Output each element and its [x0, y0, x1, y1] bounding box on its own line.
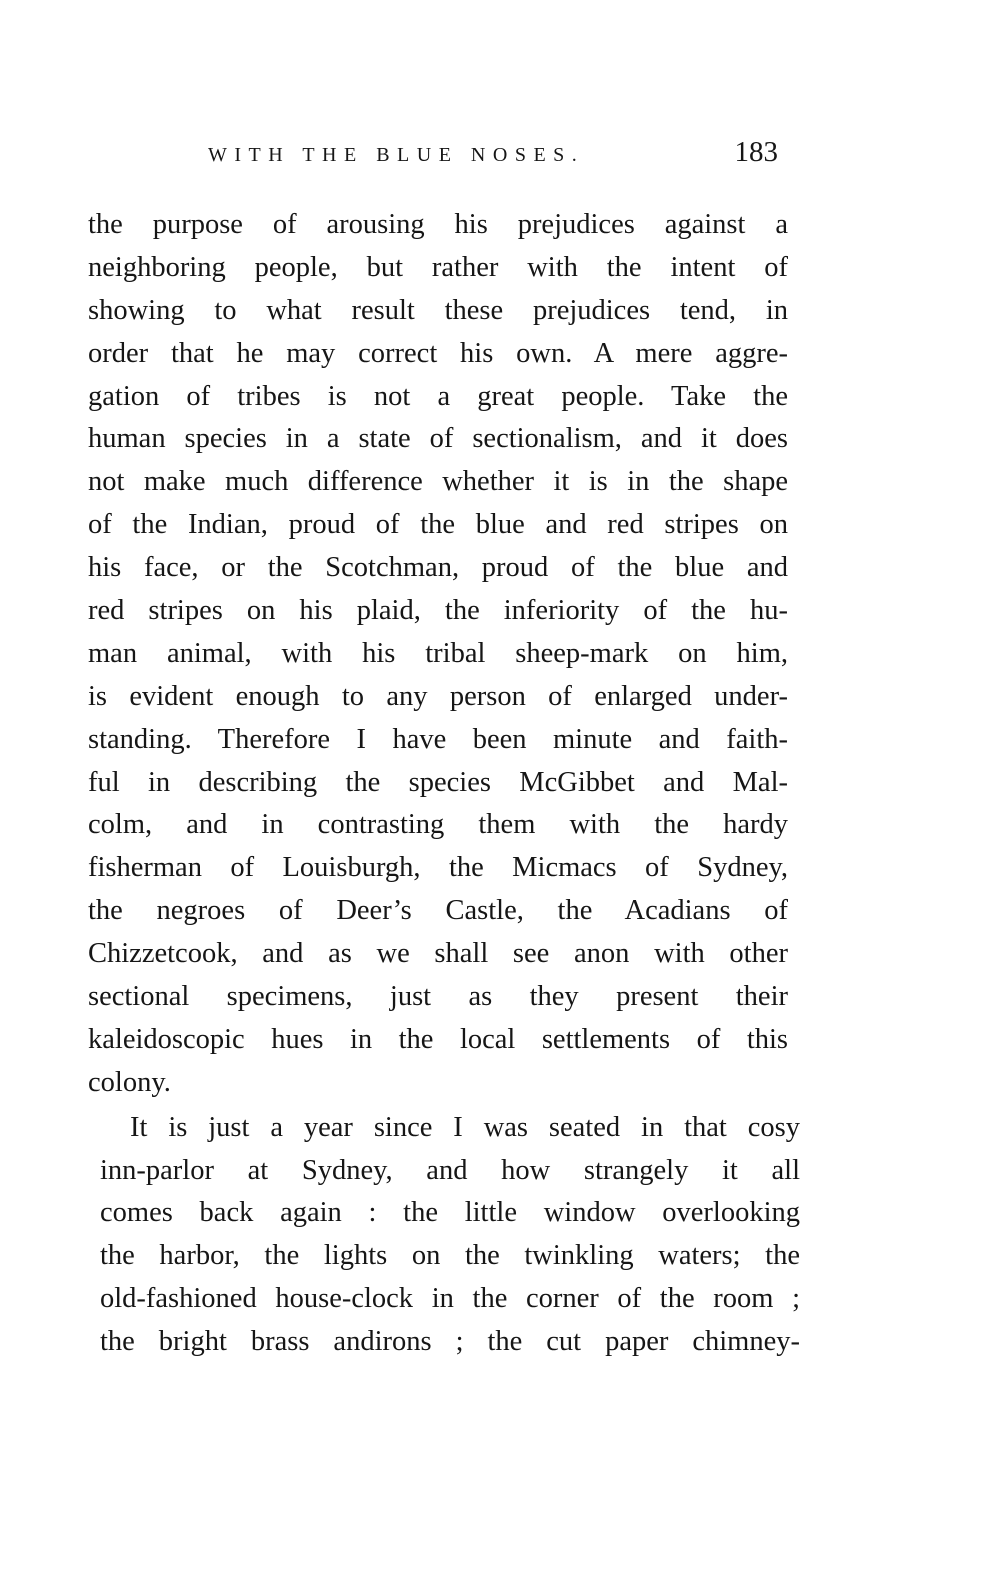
text-line: the purpose of arousing his prejudices against a — [88, 209, 788, 240]
text-line: inn-parlor at Sydney, and how strangely it all — [100, 1154, 800, 1186]
text-line: sectional specimens, just as they present their — [88, 981, 788, 1013]
text-line: standing. Therefore I have been minute and faith- — [88, 723, 788, 755]
text-line: neighboring people, but rather with the intent of — [88, 251, 788, 283]
paragraph-1 — [88, 204, 788, 1105]
text-line: fisherman of Louisburgh, the Micmacs of Sydney, — [88, 852, 788, 884]
text-line: Chizzetcook, and as we shall see anon with other — [88, 938, 788, 970]
text-line: old-fashioned house-clock in the corner of the room ; — [100, 1283, 800, 1315]
text-line: order that he may correct his own. A mere aggre- — [88, 337, 788, 369]
text-line: kaleidoscopic hues in the local settlements of this — [88, 1023, 788, 1055]
text-line: the bright brass andirons ; the cut paper chimney- — [100, 1326, 800, 1358]
text-line: the harbor, the lights on the twinkling waters; the — [100, 1240, 800, 1272]
text-line: man animal, with his tribal sheep-mark on him, — [88, 637, 788, 669]
text-line: ful in describing the species McGibbet and Mal- — [88, 766, 788, 798]
page-number: 183 — [734, 136, 778, 168]
paragraph-2 — [88, 1107, 800, 1364]
text-line: showing to what result these prejudices tend, in — [88, 294, 788, 326]
running-title: WITH THE BLUE NOSES. — [208, 144, 585, 166]
text-line: not make much difference whether it is in the shape — [88, 466, 788, 498]
text-line: colm, and in contrasting them with the hardy — [88, 809, 788, 841]
text-line: colony. — [88, 1066, 171, 1098]
body-text — [88, 204, 800, 1364]
text-line: comes back again : the little window overlooking — [100, 1197, 800, 1229]
text-line: human species in a state of sectionalism, and it does — [88, 423, 788, 455]
text-line: red stripes on his plaid, the inferiority of the hu- — [88, 595, 788, 627]
text-line: of the Indian, proud of the blue and red stripes on — [88, 509, 788, 541]
text-line: gation of tribes is not a great people. Take the — [88, 380, 788, 412]
running-head — [88, 136, 778, 172]
text-line: his face, or the Scotchman, proud of the blue and — [88, 552, 788, 584]
text-line: It is just a year since I was seated in that cosy — [130, 1111, 800, 1143]
text-line: is evident enough to any person of enlarged under- — [88, 680, 788, 712]
text-line: the negroes of Deer’s Castle, the Acadians of — [88, 895, 788, 927]
